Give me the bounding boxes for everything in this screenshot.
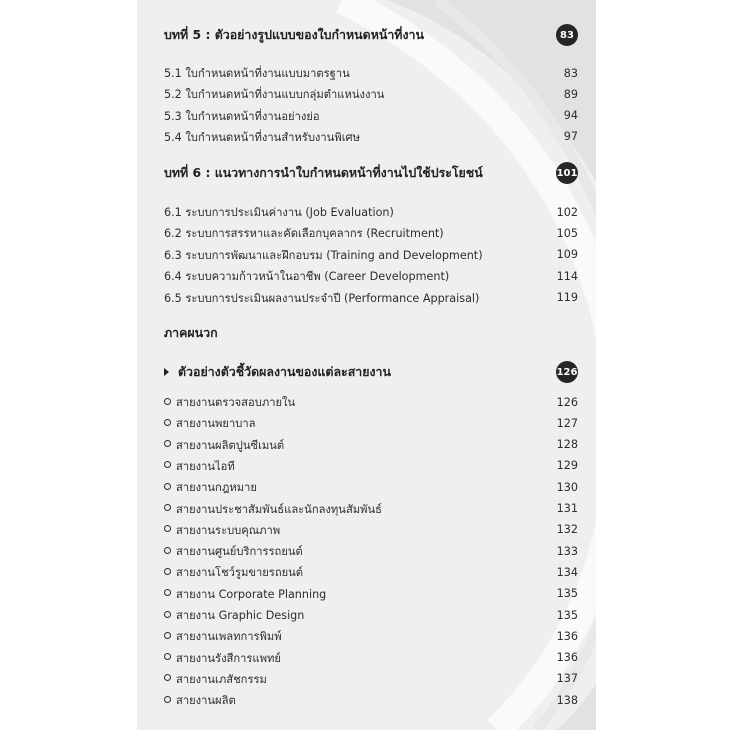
toc-entry-page: 136: [556, 651, 578, 665]
toc-entry: [164, 585, 578, 603]
toc-entry-page: 130: [556, 480, 578, 494]
toc-entry-page: 97: [563, 130, 578, 144]
toc-entry: [164, 436, 578, 454]
toc-entry-label: สายงานศูนย์บริการรถยนต์: [176, 545, 303, 559]
toc-entry: [164, 542, 578, 560]
chapter-5-title: บทที่ 5 : ตัวอย่างรูปแบบของใบกำหนดหน้าที่งาน: [164, 26, 424, 42]
circle-bullet-icon: [164, 440, 171, 447]
appendix-title: ภาคผนวก: [164, 325, 218, 340]
circle-bullet-icon: [164, 504, 171, 511]
toc-entry-page: 134: [556, 565, 578, 579]
toc-entry-page: 135: [556, 587, 578, 601]
toc-entry: [164, 64, 578, 82]
appendix-subheading: [164, 361, 578, 383]
toc-entry-page: 132: [556, 523, 578, 537]
toc-entry-page: 119: [556, 291, 578, 305]
toc-entry: [164, 457, 578, 475]
toc-entry-page: 138: [556, 693, 578, 707]
toc-entry: [164, 289, 578, 307]
toc-entry-label: 5.1 ใบกำหนดหน้าที่งานแบบมาตรฐาน: [164, 67, 350, 80]
toc-entry-page: 136: [556, 629, 578, 643]
appendix-subtitle: ตัวอย่างตัวชี้วัดผลงานของแต่ละสายงาน: [178, 363, 391, 379]
arrow-right-icon: [164, 368, 169, 376]
chapter-6-page-badge: 101: [556, 162, 578, 184]
toc-entry-page: 94: [563, 109, 578, 123]
toc-entry: [164, 691, 578, 709]
toc-entry: [164, 85, 578, 103]
circle-bullet-icon: [164, 674, 171, 681]
toc-entry-label: 5.2 ใบกำหนดหน้าที่งานแบบกลุ่มตำแหน่งงาน: [164, 88, 385, 102]
toc-entry-page: 102: [556, 205, 578, 219]
toc-entry: [164, 224, 578, 242]
chapter-5-heading: [164, 24, 578, 46]
toc-entry-label: สายงานรังสีการแพทย์: [176, 651, 281, 665]
toc-entry-label: สายงานเภสัชกรรม: [176, 672, 267, 686]
circle-bullet-icon: [164, 568, 171, 575]
toc-entry-page: 137: [556, 672, 578, 686]
toc-entry: [164, 627, 578, 645]
toc-entry-label: สายงานประชาสัมพันธ์และนักลงทุนสัมพันธ์: [176, 502, 382, 516]
toc-entry-label: สายงานเพลทการพิมพ์: [176, 630, 282, 644]
toc-entry-label: สายงานกฎหมาย: [176, 481, 257, 495]
toc-entry: [164, 521, 578, 539]
toc-entry-label: สายงานตรวจสอบภายใน: [176, 396, 296, 409]
toc-entry-label: 5.3 ใบกำหนดหน้าที่งานอย่างย่อ: [164, 109, 320, 123]
circle-bullet-icon: [164, 611, 171, 618]
toc-entry: [164, 393, 578, 411]
chapter-6-title: บทที่ 6 : แนวทางการนำใบกำหนดหน้าที่งานไปใช้ประโยชน์: [164, 164, 483, 180]
toc-entry-page: 89: [563, 87, 578, 101]
circle-bullet-icon: [164, 632, 171, 639]
toc-page: [137, 0, 596, 730]
appendix-page-badge: 126: [556, 361, 578, 383]
circle-bullet-icon: [164, 547, 171, 554]
toc-entry-label: สายงานผลิตปูนซีเมนต์: [176, 438, 285, 452]
toc-entry-page: 133: [556, 544, 578, 558]
toc-entry: [164, 267, 578, 285]
toc-entry: [164, 128, 578, 146]
toc-entry-label: สายงานระบบคุณภาพ: [176, 523, 281, 537]
toc-entry: [164, 246, 578, 264]
toc-entry: [164, 203, 578, 221]
toc-entry-label: 5.4 ใบกำหนดหน้าที่งานสำหรับงานพิเศษ: [164, 130, 360, 144]
toc-entry-label: สายงานไอที: [176, 459, 235, 473]
toc-entry-label: 6.3 ระบบการพัฒนาและฝึกอบรม (Training and Development): [164, 248, 483, 262]
toc-entry-page: 127: [556, 416, 578, 430]
toc-entry-page: 109: [556, 248, 578, 262]
toc-entry-label: 6.2 ระบบการสรรหาและคัดเลือกบุคลากร (Recruitment): [164, 227, 444, 241]
toc-entry: [164, 649, 578, 667]
toc-entry-label: 6.5 ระบบการประเมินผลงานประจำปี (Performance Appraisal): [164, 291, 480, 305]
toc-entry-label: 6.1 ระบบการประเมินค่างาน (Job Evaluation): [164, 206, 394, 219]
toc-entry: [164, 414, 578, 432]
toc-entry-page: 105: [556, 226, 578, 240]
toc-entry-page: 83: [563, 66, 578, 80]
toc-entry-page: 114: [556, 269, 578, 283]
toc-entry-page: 129: [556, 459, 578, 473]
toc-entry-page: 135: [556, 608, 578, 622]
toc-entry: [164, 606, 578, 624]
circle-bullet-icon: [164, 696, 171, 703]
toc-entry-label: สายงานพยาบาล: [176, 417, 256, 431]
toc-entry-label: 6.4 ระบบความก้าวหน้าในอาชีพ (Career Development): [164, 270, 450, 284]
toc-entry-label: สายงาน Corporate Planning: [176, 587, 327, 601]
chapter-6-heading: [164, 162, 578, 184]
circle-bullet-icon: [164, 419, 171, 426]
toc-entry: [164, 670, 578, 688]
toc-entry-label: สายงานโชว์รูมขายรถยนต์: [176, 566, 304, 580]
toc-entry-page: 126: [556, 395, 578, 409]
circle-bullet-icon: [164, 483, 171, 490]
toc-entry-label: สายงานผลิต: [176, 694, 236, 708]
toc-entry: [164, 500, 578, 518]
chapter-5-page-badge: 83: [556, 24, 578, 46]
toc-entry: [164, 478, 578, 496]
circle-bullet-icon: [164, 653, 171, 660]
circle-bullet-icon: [164, 589, 171, 596]
toc-entry-page: 128: [556, 438, 578, 452]
toc-entry: [164, 563, 578, 581]
toc-entry-page: 131: [556, 502, 578, 515]
circle-bullet-icon: [164, 398, 171, 405]
circle-bullet-icon: [164, 461, 171, 468]
toc-entry-label: สายงาน Graphic Design: [176, 609, 305, 622]
circle-bullet-icon: [164, 525, 171, 532]
toc-entry: [164, 107, 578, 125]
